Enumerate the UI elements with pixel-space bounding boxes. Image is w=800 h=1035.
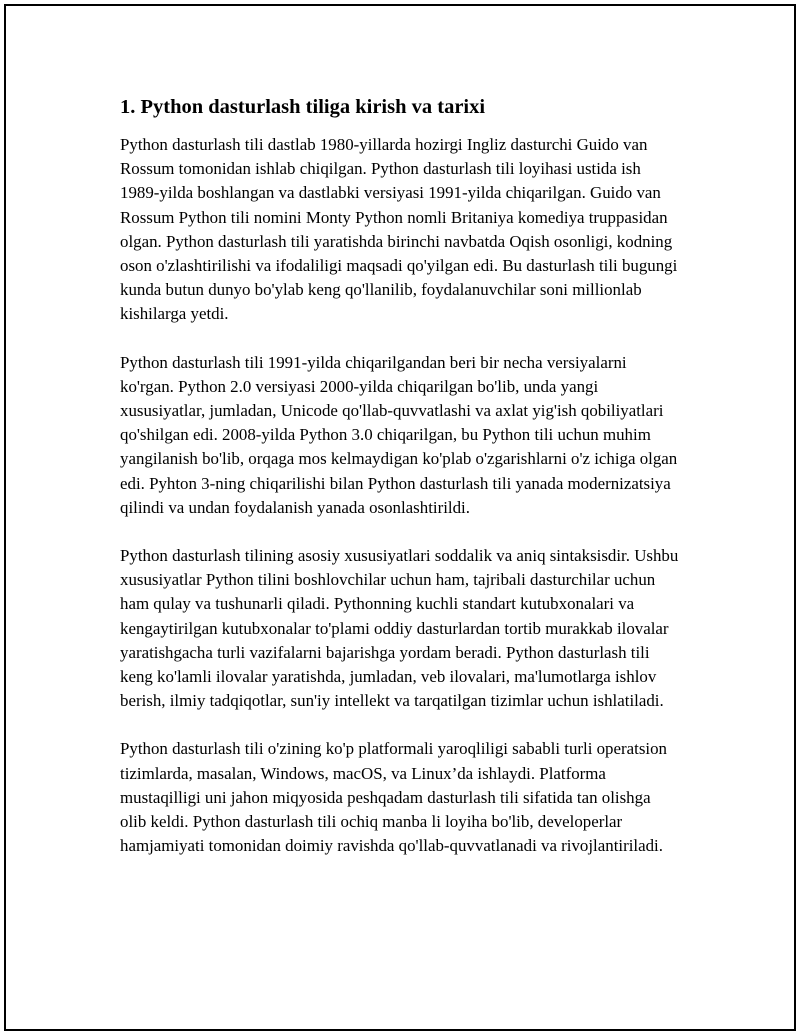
paragraph-versions: Python dasturlash tili 1991-yilda chiqarilgandan beri bir necha versiyalarni ko'rgan. Python 2.0 versiyasi 2000-yilda chiqarilgan bo'lib, unda yangi xususiyatlar, jumladan, Unicode qo'llab-quvvatlashi va axlat yig'ish qobiliyatlari qo'shilgan edi. 2008-yilda Python 3.0 chiqarilgan, bu Python tili uchun muhim yangilanish bo'lib, orqaga mos kelmaydigan ko'plab o'zgarishlarni o'z ichiga olgan edi. Pyhton 3-ning chiqarilishi bilan Python dasturlash tili yanada modernizatsiya qilindi va undan foydalanish yanada osonlashtirildi. xyxy=(120,352,678,517)
paragraph-history: Python dasturlash tili dastlab 1980-yillarda hozirgi Ingliz dasturchi Guido van Rossum tomonidan ishlab chiqilgan. Python dasturlash tili loyihasi ustida ish 1989-yilda boshlangan va dastlabki versiyasi 1991-yilda chiqarilgan. Guido van Rossum Python tili nomini Monty Python nomli Britaniya komediya truppasidan olgan. Python dasturlash tili yaratishda birinchi navbatda Oqish osonligi, kodning oson o'zlashtirilishi va ifodaliligi maqsadi qo'yilgan edi. Bu dasturlash tili bugungi kunda butun dunyo bo'ylab keng qo'llanilib, foydalanuvchilar soni millionlab kishilarga yetdi. xyxy=(120,135,678,324)
paragraph-features: Python dasturlash tilining asosiy xususiyatlari soddalik va aniq sintaksisdir. Ushbu xususiyatlar Python tilini boshlovchilar uchun ham, tajribali dasturchilar uchun ham qulay va tushunarli qiladi. Pythonning kuchli standart kutubxonalari va kengaytirilgan kutubxonalar to'plami oddiy dasturlardan tortib murakkab ilovalar yaratishgacha turli vazifalarni bajarishga yordam beradi. Python dasturlash tili keng ko'lamli ilovalar yaratishda, jumladan, veb ilovalari, ma'lumotlarga ishlov berish, ilmiy tadqiqotlar, sun'iy intellekt va tarqatilgan tizimlar uchun ishlatiladi. xyxy=(120,546,679,711)
document-page xyxy=(4,4,796,1031)
section-heading: 1. Python dasturlash tiliga kirish va tarixi xyxy=(120,96,486,118)
document-body xyxy=(120,94,680,858)
paragraph-platforms: Python dasturlash tili o'zining ko'p platformali yaroqliligi sababli turli operatsion tizimlarda, masalan, Windows, macOS, va Linux’da ishlaydi. Platforma mustaqilligi uni jahon miqyosida peshqadam dasturlash tili sifatida tan olishga olib keldi. Python dasturlash tili ochiq manba li loyiha bo'lib, developerlar hamjamiyati tomonidan doimiy ravishda qo'llab-quvvatlanadi va rivojlantiriladi. xyxy=(120,739,667,856)
